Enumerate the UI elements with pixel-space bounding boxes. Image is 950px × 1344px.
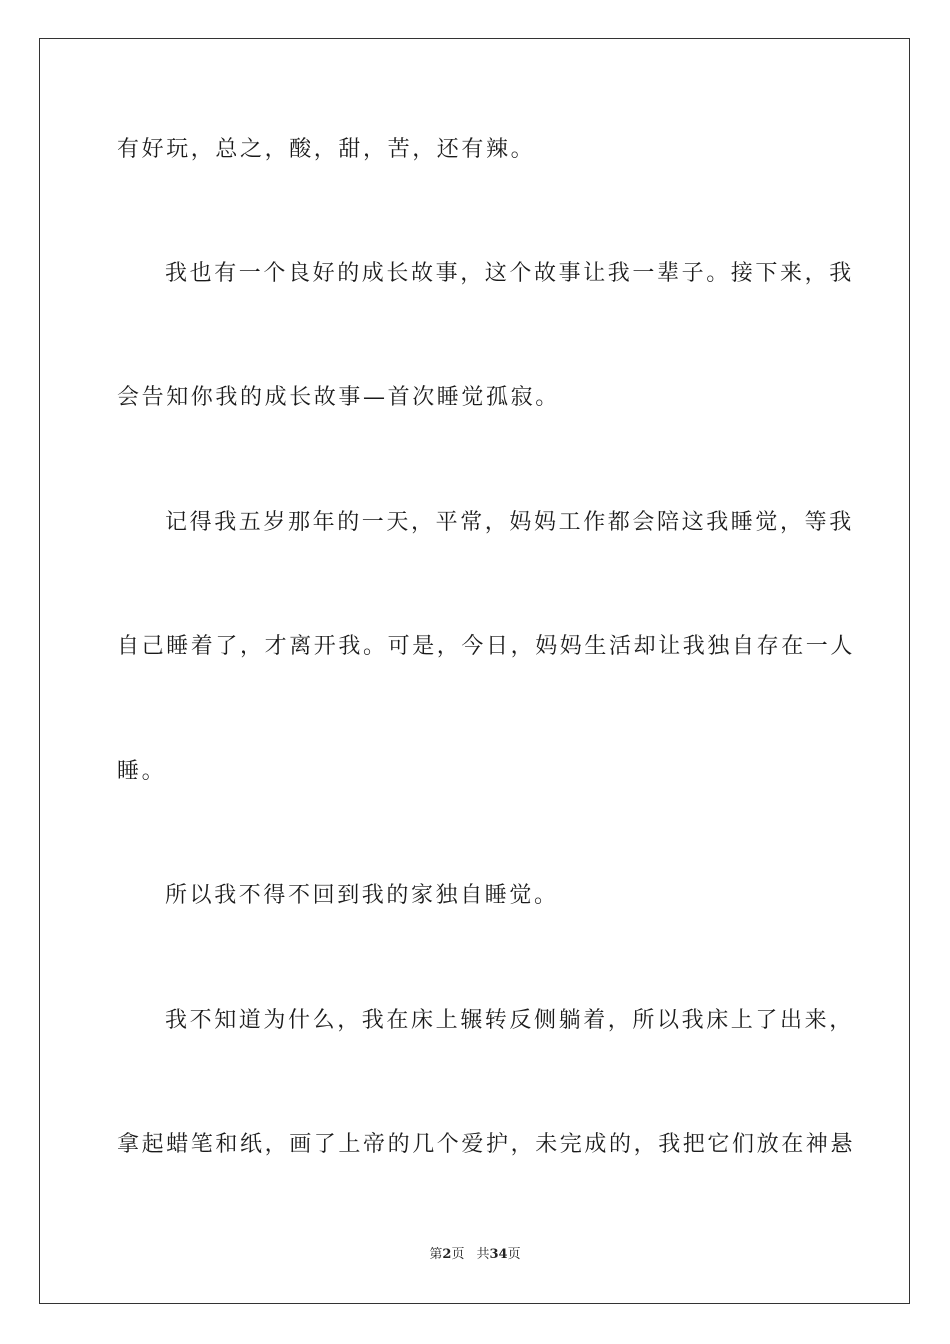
footer-page-suffix: 页 [451,1247,465,1262]
text-line-8: 我不知道为什么，我在床上辗转反侧躺着，所以我床上了出来， [165,1008,854,1033]
footer-total-suffix: 页 [507,1247,521,1262]
page-footer [0,1246,950,1264]
text-line-5: 自己睡着了，才离开我。可是，今日，妈妈生活却让我独自存在一人 [117,634,856,659]
footer-page-number: 2 [442,1247,452,1262]
text-line-6: 睡。 [117,759,167,784]
text-line-2: 我也有一个良好的成长故事，这个故事让我一辈子。接下来，我 [165,261,854,286]
footer-page-prefix: 第 [429,1247,443,1262]
text-line-4: 记得我五岁那年的一天，平常，妈妈工作都会陪这我睡觉，等我 [165,510,854,535]
text-line-9: 拿起蜡笔和纸，画了上帝的几个爱护，未完成的，我把它们放在神悬 [117,1132,856,1157]
footer-total-prefix: 共 [476,1247,490,1262]
text-line-1: 有好玩，总之，酸，甜，苦，还有辣。 [117,137,536,162]
text-line-7: 所以我不得不回到我的家独自睡觉。 [165,883,559,908]
page-border [39,38,910,1304]
text-line-3: 会告知你我的成长故事—首次睡觉孤寂。 [117,385,560,410]
footer-total-pages: 34 [489,1247,508,1262]
